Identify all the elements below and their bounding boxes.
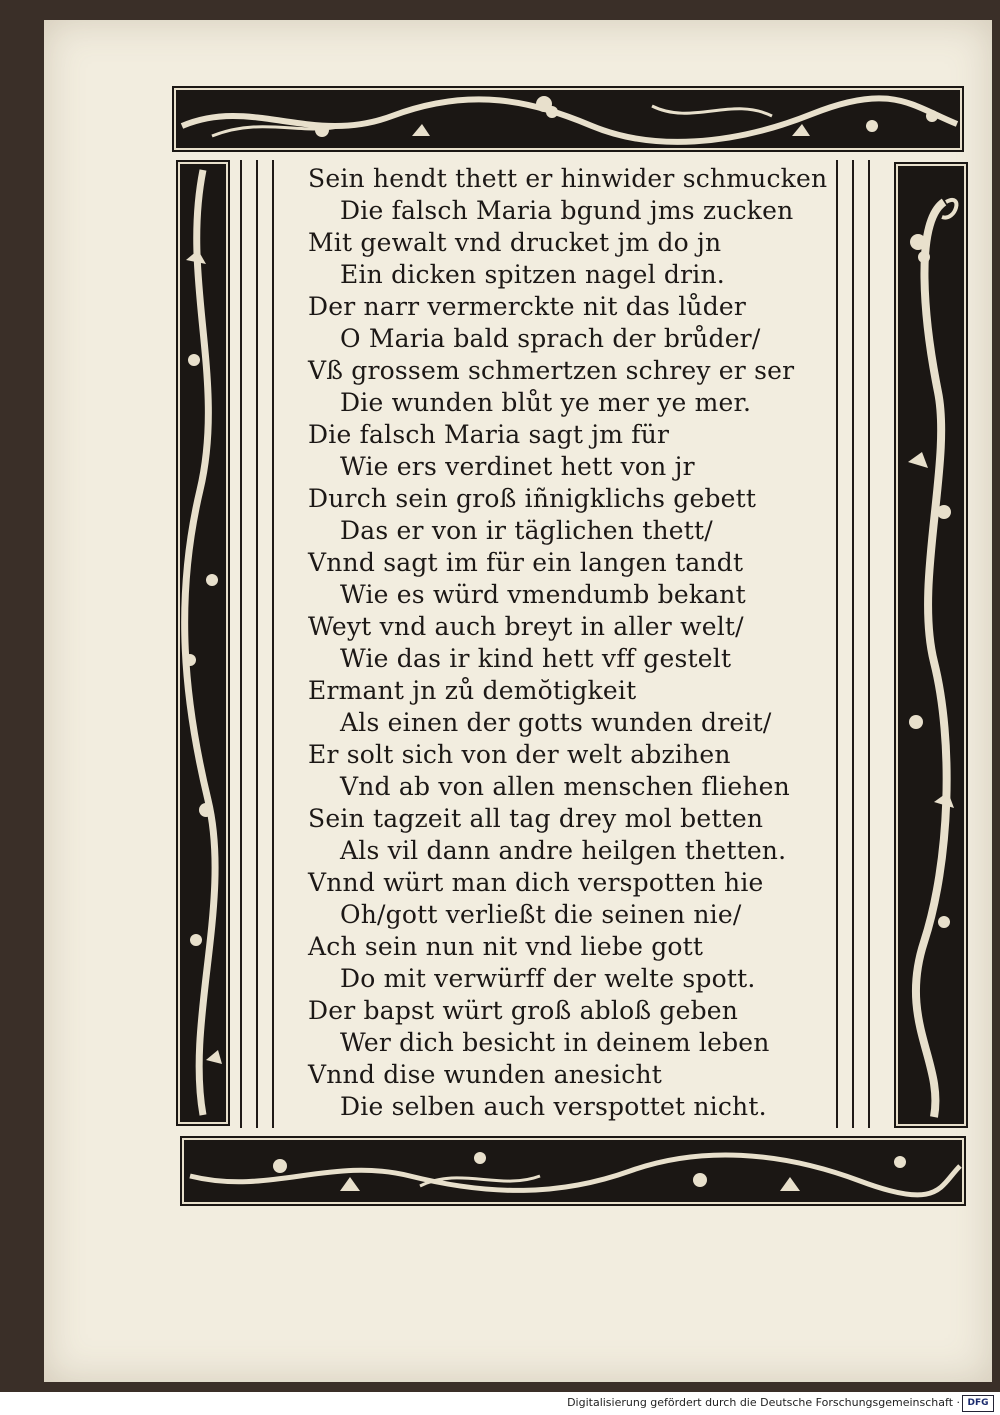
verse-line: Der narr vermerckte nit das lůder [308, 292, 747, 321]
verse-line: Durch sein groß iñnigklichs gebett [308, 484, 757, 513]
verse-line: Ermant jn zů demŏtigkeit [308, 676, 637, 705]
footer-bar [0, 1392, 1000, 1415]
vine-ornament-icon [172, 86, 964, 152]
left-woodcut-border [176, 160, 230, 1126]
verse-line: Die falsch Maria sagt jm für [308, 420, 670, 449]
vertical-rule [868, 160, 870, 1128]
verse-line: Wie ers verdinet hett von jr [340, 452, 695, 481]
verse-line: Sein hendt thett er hinwider schmucken [308, 164, 828, 193]
verse-line: Die wunden blůt ye mer ye mer. [340, 388, 752, 417]
verse-line: Wie das ir kind hett vff gestelt [340, 644, 732, 673]
poem-text [308, 162, 828, 1122]
vertical-rule [272, 160, 274, 1128]
verse-line: Ach sein nun nit vnd liebe gott [308, 932, 704, 961]
verse-line: Oh/gott verließt die seinen nie/ [340, 900, 742, 929]
verse-line: Vß grossem schmertzen schrey er ser [308, 356, 795, 385]
verse-line: Weyt vnd auch breyt in aller welt/ [308, 612, 744, 641]
dfg-logo-icon[interactable]: DFG [962, 1395, 994, 1412]
right-woodcut-border [894, 162, 968, 1128]
vine-ornament-icon [176, 160, 230, 1126]
funding-credit: Digitalisierung gefördert durch die Deutsche Forschungsgemeinschaft · [567, 1396, 960, 1409]
verse-line: Als einen der gotts wunden dreit/ [340, 708, 772, 737]
verse-line: O Maria bald sprach der brůder/ [340, 324, 761, 353]
vertical-rule [836, 160, 838, 1128]
vine-ornament-icon [894, 162, 968, 1128]
vertical-rule [256, 160, 258, 1128]
verse-line: Er solt sich von der welt abzihen [308, 740, 731, 769]
verse-line: Vnnd dise wunden anesicht [308, 1060, 662, 1089]
verse-line: Vnnd würt man dich verspotten hie [308, 868, 764, 897]
verse-line: Mit gewalt vnd drucket jm do jn [308, 228, 722, 257]
verse-line: Vnd ab von allen menschen fliehen [340, 772, 790, 801]
vine-ornament-icon [180, 1136, 966, 1206]
verse-line: Ein dicken spitzen nagel drin. [340, 260, 725, 289]
verse-line: Die selben auch verspottet nicht. [340, 1092, 767, 1121]
vertical-rule [240, 160, 242, 1128]
verse-line: Wer dich besicht in deinem leben [340, 1028, 770, 1057]
verse-line: Das er von ir täglichen thett/ [340, 516, 713, 545]
verse-line: Sein tagzeit all tag drey mol betten [308, 804, 764, 833]
verse-line: Do mit verwürff der welte spott. [340, 964, 756, 993]
vertical-rule [852, 160, 854, 1128]
verse-line: Wie es würd vmendumb bekant [340, 580, 746, 609]
bottom-woodcut-border [180, 1136, 966, 1206]
verse-line: Als vil dann andre heilgen thetten. [340, 836, 787, 865]
top-woodcut-border [172, 86, 964, 152]
verse-line: Der bapst würt groß abloß geben [308, 996, 739, 1025]
verse-line: Die falsch Maria bgund jms zucken [340, 196, 794, 225]
verse-line: Vnnd sagt im für ein langen tandt [308, 548, 744, 577]
